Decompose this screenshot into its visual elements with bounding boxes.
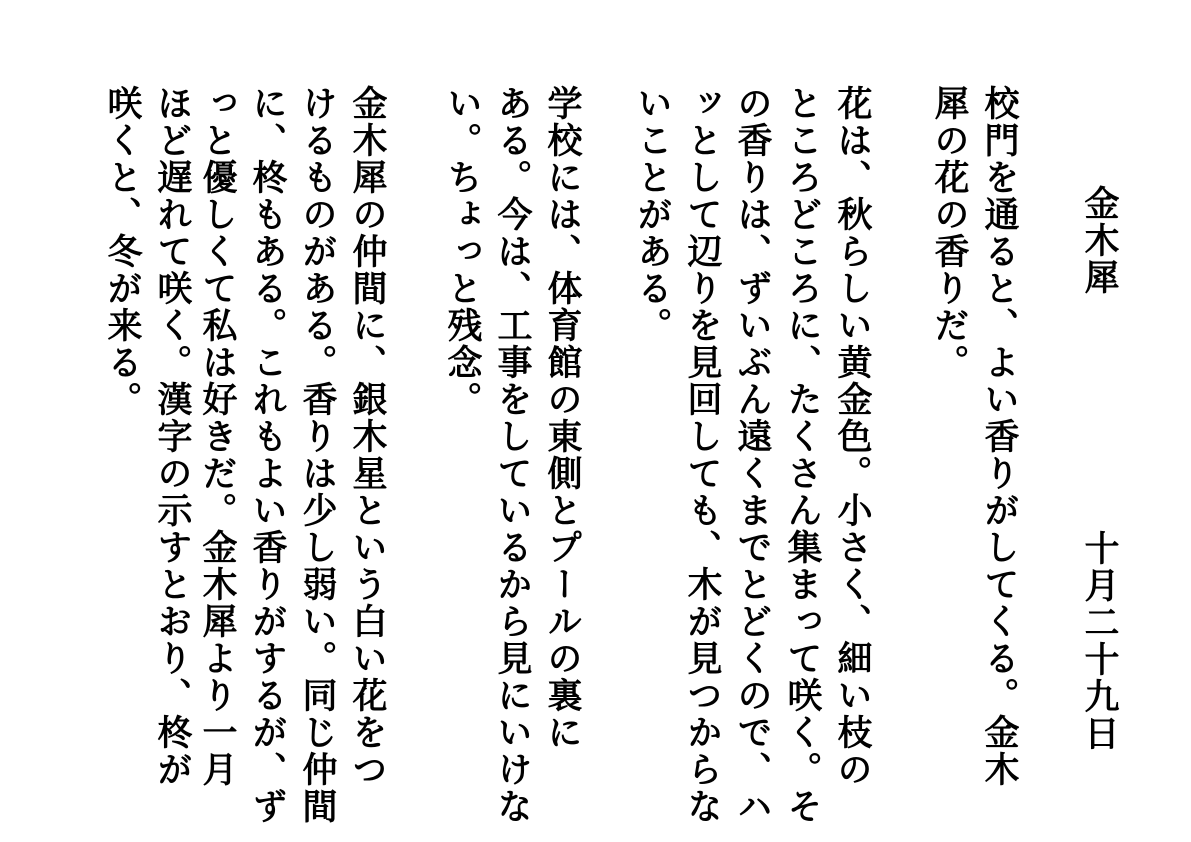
text-column: 学校には、体育館の東側とプールの裏に	[542, 85, 583, 751]
text-column: に、柊もある。これもよい香りがするが、ず	[247, 85, 288, 825]
text-column: 校門を通ると、よい香りがしてくる。金木	[979, 85, 1020, 788]
text-column: 咲くと、冬が来る。	[102, 85, 143, 418]
essay-title: 金木犀	[1079, 185, 1120, 296]
text-column: の香りは、ずいぶん遠くまでとどくので、ハ	[732, 85, 773, 825]
text-column: い。ちょっと残念。	[442, 85, 483, 418]
text-column: ほど遅れて咲く。漢字の示すとおり、柊が	[152, 85, 193, 788]
text-column: 金木犀の仲間に、銀木星という白い花をつ	[347, 85, 388, 788]
text-column: いことがある。	[632, 85, 673, 344]
text-column: っと優しくて私は好きだ。金木犀より一月	[197, 85, 238, 788]
text-column: ッとして辺りを見回しても、木が見つからな	[682, 85, 723, 825]
essay-date: 十月二十九日	[1079, 530, 1120, 752]
text-column: 花は、秋らしい黄金色。小さく、細い枝の	[832, 85, 873, 788]
text-column: ところどころに、たくさん集まって咲く。そ	[782, 85, 823, 825]
text-column: 犀の花の香りだ。	[929, 85, 970, 381]
text-column: けるものがある。香りは少し弱い。同じ仲間	[297, 85, 338, 825]
text-column: ある。今は、工事をしているから見にいけな	[492, 85, 533, 825]
